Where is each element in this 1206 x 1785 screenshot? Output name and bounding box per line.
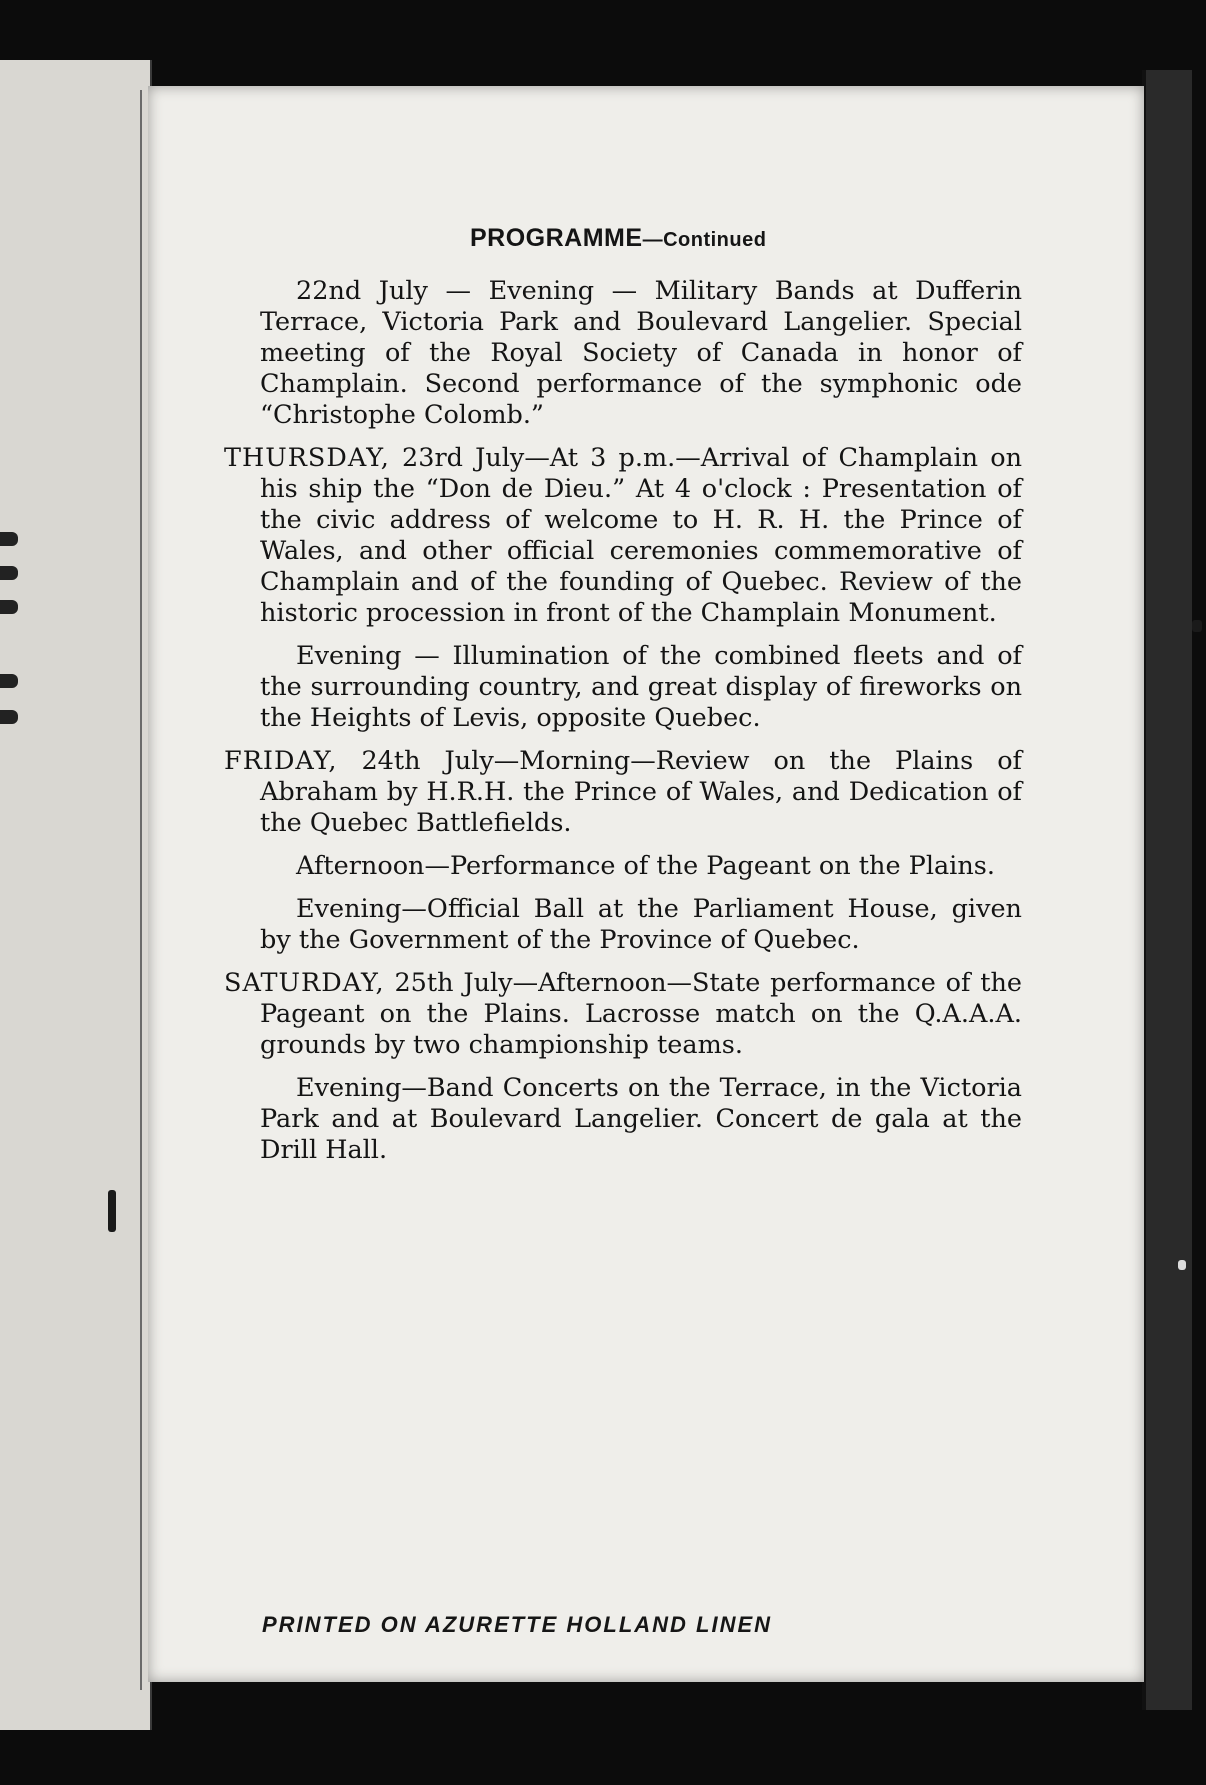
cover-edge bbox=[1142, 70, 1192, 1710]
heading-continued: —Continued bbox=[642, 229, 767, 251]
heading-title: PROGRAMME bbox=[470, 224, 643, 252]
left-page-text-fragment bbox=[0, 674, 18, 688]
day-heading: FRIDAY, bbox=[224, 746, 338, 776]
page-heading bbox=[470, 224, 1030, 253]
ink-mark bbox=[108, 1190, 116, 1232]
left-page-text-fragment bbox=[0, 566, 18, 580]
left-page-text-fragment bbox=[0, 600, 18, 614]
entry-thursday bbox=[224, 443, 1022, 629]
left-page-text-fragment bbox=[0, 710, 18, 724]
paragraph-thursday-evening: Evening — Illumination of the combined fleets and of the surrounding country, and great display of fireworks on the Heights of Levis, opposite Quebec. bbox=[260, 641, 1022, 733]
entry-text: 24th July—Morning—Review on the Plains of Abraham by H.R.H. the Prince of Wales, and Dedication of the Quebec Battlefields. bbox=[260, 746, 1022, 838]
paragraph-friday-afternoon: Afternoon—Performance of the Pageant on the Plains. bbox=[296, 851, 995, 881]
paragraph-22nd-july: 22nd July — Evening — Military Bands at Dufferin Terrace, Victoria Park and Boulevard Langelier. Special meeting of the Royal Society of Canada in honor of Champlain. Second performance of the symphonic ode “Christophe Colomb.” bbox=[260, 276, 1022, 430]
ink-mark bbox=[1192, 620, 1202, 632]
left-page-edge bbox=[0, 60, 152, 1730]
entry-saturday bbox=[224, 968, 1022, 1061]
printer-imprint: PRINTED ON AZURETTE HOLLAND LINEN bbox=[262, 1612, 773, 1637]
day-heading: THURSDAY, bbox=[224, 443, 390, 473]
entry-text: 23rd July—At 3 p.m.—Arrival of Champlain on his ship the “Don de Dieu.” At 4 o'clock : Presentation of the civic address of welcome to H. R. H. the Prince of Wales, and other official ceremonies commemorative of Champlain and of the founding of Quebec. Review of the historic procession in front of the Champlain Monument. bbox=[260, 443, 1022, 628]
left-page-text-fragment bbox=[0, 532, 18, 546]
entry-text: 25th July—Afternoon—State performance of the Pageant on the Plains. Lacrosse match on the Q.A.A.A. grounds by two championship teams. bbox=[260, 968, 1022, 1060]
entry-friday bbox=[224, 746, 1022, 839]
paragraph-saturday-evening: Evening—Band Concerts on the Terrace, in the Victoria Park and at Boulevard Langelier. Concert de gala at the Drill Hall. bbox=[260, 1073, 1022, 1165]
paragraph-friday-evening: Evening—Official Ball at the Parliament House, given by the Government of the Province of Quebec. bbox=[260, 894, 1022, 955]
binding-spine bbox=[140, 90, 142, 1690]
programme-body bbox=[224, 276, 1022, 1178]
day-heading: SATURDAY, bbox=[224, 968, 385, 998]
ink-mark bbox=[1178, 1260, 1186, 1270]
